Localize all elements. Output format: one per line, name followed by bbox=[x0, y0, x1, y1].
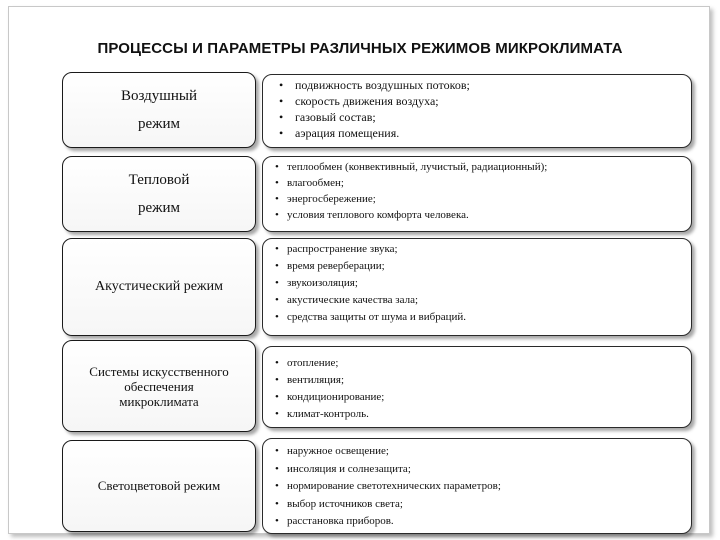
slide-title: ПРОЦЕССЫ И ПАРАМЕТРЫ РАЗЛИЧНЫХ РЕЖИМОВ МИКРОКЛИМАТА bbox=[97, 40, 623, 57]
mode-box-artificial-systems bbox=[62, 340, 256, 432]
param-item: • средства защиты от шума и вибраций. bbox=[275, 309, 681, 326]
param-item: • нормирование светотехнических параметров; bbox=[275, 478, 681, 496]
param-item: • кондиционирование; bbox=[275, 389, 681, 406]
mode-label-thermal: Тепловой режим bbox=[128, 172, 190, 216]
params-list-thermal bbox=[275, 159, 681, 223]
mode-box-acoustic bbox=[62, 238, 256, 336]
param-item: • расстановка приборов. bbox=[275, 513, 681, 531]
param-item: • выбор источников света; bbox=[275, 496, 681, 514]
mode-label-light-color: Светоцветовой режим bbox=[97, 478, 221, 493]
mode-label-air: Воздушный режим bbox=[121, 88, 197, 132]
param-item: • звукоизоляция; bbox=[275, 275, 681, 292]
param-item: • условия теплового комфорта человека. bbox=[275, 207, 681, 223]
params-list-light-color bbox=[275, 443, 681, 531]
params-box-air bbox=[262, 74, 692, 148]
params-list-air bbox=[279, 77, 681, 141]
params-box-acoustic bbox=[262, 238, 692, 336]
param-item: • распространение звука; bbox=[275, 241, 681, 258]
params-box-thermal bbox=[262, 156, 692, 232]
param-item: • инсоляция и солнезащита; bbox=[275, 461, 681, 479]
param-item: • скорость движения воздуха; bbox=[279, 93, 681, 109]
param-item: • вентиляция; bbox=[275, 372, 681, 389]
param-item: • энергосбережение; bbox=[275, 191, 681, 207]
param-item: • климат-контроль. bbox=[275, 406, 681, 423]
param-item: • теплообмен (конвективный, лучистый, радиационный); bbox=[275, 159, 681, 175]
mode-label-acoustic: Акустический режим bbox=[95, 279, 223, 294]
param-item: • акустические качества зала; bbox=[275, 292, 681, 309]
param-item: • влагообмен; bbox=[275, 175, 681, 191]
params-box-artificial-systems bbox=[262, 346, 692, 428]
mode-box-thermal bbox=[62, 156, 256, 232]
params-box-light-color bbox=[262, 438, 692, 534]
param-item: • отопление; bbox=[275, 355, 681, 372]
param-item: • подвижность воздушных потоков; bbox=[279, 77, 681, 93]
mode-box-air bbox=[62, 72, 256, 148]
mode-label-artificial-systems: Системы искусственного обеспечения микроклимата bbox=[89, 363, 229, 409]
params-list-artificial-systems bbox=[275, 355, 681, 423]
params-list-acoustic bbox=[275, 241, 681, 326]
param-item: • газовый состав; bbox=[279, 109, 681, 125]
param-item: • время реверберации; bbox=[275, 258, 681, 275]
param-item: • наружное освещение; bbox=[275, 443, 681, 461]
mode-box-light-color bbox=[62, 440, 256, 532]
param-item: • аэрация помещения. bbox=[279, 125, 681, 141]
